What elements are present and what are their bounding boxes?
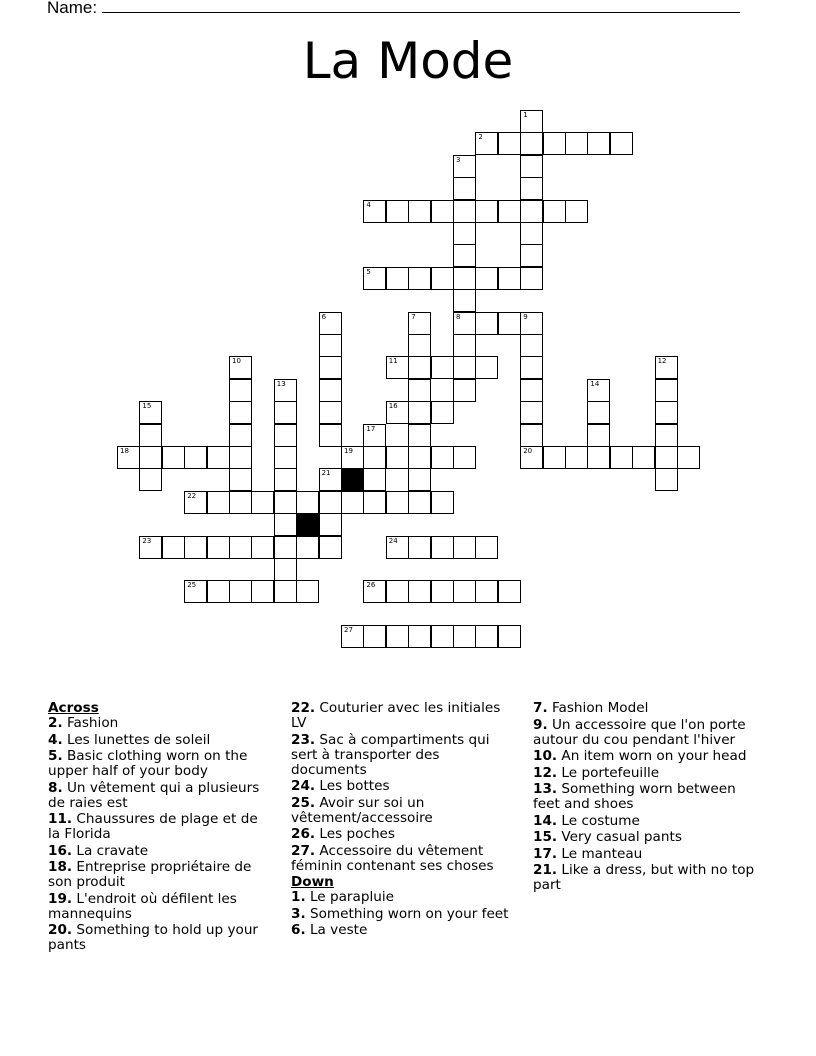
grid-cell[interactable] <box>296 536 319 559</box>
grid-cell[interactable] <box>408 312 431 335</box>
name-label: Name: <box>47 0 98 17</box>
clue-item <box>48 749 273 779</box>
grid-cell[interactable] <box>543 132 566 155</box>
clue-item <box>291 733 516 778</box>
grid-cell[interactable] <box>431 401 454 424</box>
grid-cell[interactable] <box>363 446 386 469</box>
grid-cell[interactable] <box>520 424 543 447</box>
clue-item <box>533 749 765 764</box>
grid-cell[interactable] <box>386 536 409 559</box>
grid-cell[interactable] <box>184 580 207 603</box>
clue-number: 23 <box>142 536 152 545</box>
grid-cell[interactable] <box>655 446 678 469</box>
clue-number: 6 <box>321 312 327 321</box>
clue-item <box>48 860 273 890</box>
grid-cell[interactable] <box>655 468 678 491</box>
grid-cell[interactable] <box>319 468 342 491</box>
clue-number: 1 <box>523 111 528 119</box>
grid-cell[interactable] <box>408 446 431 469</box>
grid-cell[interactable] <box>274 491 297 514</box>
grid-cell[interactable] <box>408 625 431 648</box>
clue-item <box>48 812 273 842</box>
grid-cell[interactable] <box>498 625 521 648</box>
grid-cell[interactable] <box>408 424 431 447</box>
clue-number-label: 1. <box>291 889 306 905</box>
grid-cell[interactable] <box>408 379 431 402</box>
grid-cell[interactable] <box>229 446 252 469</box>
clue-number: 5 <box>366 267 371 276</box>
grid-cell[interactable] <box>363 200 386 223</box>
grid-cell[interactable] <box>453 200 476 223</box>
clue-item <box>48 923 273 953</box>
grid-cell[interactable] <box>386 356 409 379</box>
grid-cell[interactable] <box>162 536 185 559</box>
grid-cell[interactable] <box>319 379 342 402</box>
grid-cell[interactable] <box>363 491 386 514</box>
grid-cell[interactable] <box>431 446 454 469</box>
grid-cell[interactable] <box>296 580 319 603</box>
clue-text: Les poches <box>319 826 396 842</box>
clue-number: 27 <box>344 626 353 635</box>
grid-cell[interactable] <box>319 334 342 357</box>
clue-number: 7 <box>411 312 416 321</box>
clue-number: 13 <box>276 379 286 388</box>
clue-number-label: 23. <box>291 731 316 748</box>
grid-cell[interactable] <box>498 200 521 223</box>
clues-column-3 <box>533 701 765 895</box>
clue-text: Les bottes <box>319 778 390 794</box>
clue-number-label: 7. <box>533 700 548 716</box>
clue-item <box>291 923 516 938</box>
grid-cell[interactable] <box>408 491 431 514</box>
grid-cell[interactable] <box>386 491 409 514</box>
clue-item <box>533 830 765 845</box>
grid-cell[interactable] <box>319 491 342 514</box>
grid-cell[interactable] <box>117 446 140 469</box>
grid-cell[interactable] <box>408 356 431 379</box>
grid-cell[interactable] <box>498 267 521 290</box>
grid-cell[interactable] <box>632 446 655 469</box>
grid-cell[interactable] <box>274 468 297 491</box>
grid-cell[interactable] <box>453 222 476 245</box>
grid-cell[interactable] <box>408 468 431 491</box>
grid-cell[interactable] <box>453 625 476 648</box>
clue-number: 11 <box>388 357 398 366</box>
clue-item <box>533 847 765 862</box>
grid-cell[interactable] <box>229 468 252 491</box>
grid-cell[interactable] <box>431 625 454 648</box>
grid-cell[interactable] <box>274 379 297 402</box>
grid-cell[interactable] <box>386 200 409 223</box>
grid-cell[interactable] <box>587 446 610 469</box>
clue-number-label: 8. <box>48 779 63 796</box>
clue-text: Couturier avec les initiales LV <box>291 700 501 731</box>
grid-cell[interactable] <box>207 446 230 469</box>
clue-number: 2 <box>478 133 483 142</box>
clue-number: 18 <box>120 447 129 455</box>
clue-item <box>291 701 516 731</box>
clue-number-label: 2. <box>48 715 63 731</box>
clue-item <box>291 890 516 905</box>
grid-cell[interactable] <box>453 312 476 335</box>
clue-item <box>533 863 765 893</box>
grid-cell[interactable] <box>229 580 252 603</box>
clue-item <box>291 844 516 874</box>
clue-number: 4 <box>366 200 371 209</box>
grid-cell[interactable] <box>341 625 364 648</box>
grid-cell[interactable] <box>319 536 342 559</box>
clue-number-label: 3. <box>291 905 306 922</box>
clue-text: Something to hold up your pants <box>48 922 259 953</box>
clue-number: 20 <box>523 447 533 455</box>
down-heading: Down <box>291 874 334 890</box>
clue-text: Like a dress, but with no top part <box>533 862 755 893</box>
clue-number-label: 19. <box>48 890 73 907</box>
grid-cell[interactable] <box>610 446 633 469</box>
grid-cell[interactable] <box>587 401 610 424</box>
grid-cell[interactable] <box>274 558 297 581</box>
grid-cell[interactable] <box>207 580 230 603</box>
clue-number: 25 <box>187 581 197 590</box>
clue-item <box>291 796 516 826</box>
grid-cell[interactable] <box>386 267 409 290</box>
clue-item <box>48 892 273 922</box>
grid-cell[interactable] <box>565 132 588 155</box>
clue-text: Accessoire du vêtement féminin contenant ses choses <box>291 842 494 874</box>
grid-cell[interactable] <box>408 334 431 357</box>
grid-cell[interactable] <box>587 379 610 402</box>
grid-cell[interactable] <box>251 580 274 603</box>
grid-cell[interactable] <box>184 491 207 514</box>
grid-cell[interactable] <box>251 536 274 559</box>
clue-item <box>48 733 273 748</box>
clue-number: 22 <box>187 491 197 500</box>
grid-cell[interactable] <box>453 446 476 469</box>
grid-cell[interactable] <box>453 536 476 559</box>
clue-number: 10 <box>232 357 241 366</box>
clue-number-label: 27. <box>291 842 316 859</box>
grid-cell[interactable] <box>520 446 543 469</box>
clue-number: 24 <box>388 536 398 545</box>
clue-item <box>48 844 273 859</box>
grid-cell[interactable] <box>274 401 297 424</box>
grid-cell[interactable] <box>520 356 543 379</box>
clue-item <box>533 766 765 781</box>
grid-cell[interactable] <box>475 132 498 155</box>
grid-cell[interactable] <box>386 580 409 603</box>
clue-item <box>291 779 516 794</box>
grid-cell[interactable] <box>543 446 566 469</box>
clue-item <box>48 716 273 731</box>
grid-cell[interactable] <box>498 580 521 603</box>
grid-cell[interactable] <box>520 312 543 335</box>
grid-cell[interactable] <box>386 446 409 469</box>
grid-cell[interactable] <box>229 401 252 424</box>
clue-text: L'endroit où défilent les mannequins <box>48 890 237 922</box>
grid-cell[interactable] <box>453 155 476 178</box>
clue-item <box>533 782 765 812</box>
clues-column-1 <box>48 701 273 955</box>
grid-cell[interactable] <box>520 200 543 223</box>
grid-cell[interactable] <box>453 334 476 357</box>
clue-text: Fashion Model <box>551 700 649 716</box>
grid-cell[interactable] <box>363 267 386 290</box>
clue-number: 12 <box>657 357 667 366</box>
clue-number: 15 <box>142 402 152 411</box>
grid-cell[interactable] <box>587 132 610 155</box>
grid-cell[interactable] <box>229 491 252 514</box>
clue-text: Something worn on your feet <box>309 905 509 922</box>
clue-text: Fashion <box>66 715 119 731</box>
grid-cell[interactable] <box>475 356 498 379</box>
grid-cell[interactable] <box>475 580 498 603</box>
across-heading: Across <box>48 700 99 716</box>
grid-cell[interactable] <box>229 356 252 379</box>
clue-number-label: 6. <box>291 922 306 938</box>
clue-number: 16 <box>388 402 398 411</box>
clue-number-label: 12. <box>533 764 558 781</box>
grid-cell[interactable] <box>386 625 409 648</box>
clue-number: 8 <box>456 312 461 321</box>
clue-number: 17 <box>366 424 376 433</box>
grid-cell[interactable] <box>229 536 252 559</box>
clue-text: Sac à compartiments qui sert à transporter des documents <box>291 731 490 778</box>
clue-item <box>48 781 273 811</box>
clue-item <box>533 814 765 829</box>
grid-cell[interactable] <box>408 401 431 424</box>
grid-cell[interactable] <box>139 446 162 469</box>
grid-cell[interactable] <box>475 312 498 335</box>
clue-text: Le manteau <box>561 845 643 862</box>
grid-cell[interactable] <box>274 580 297 603</box>
grid-cell[interactable] <box>139 424 162 447</box>
clue-number-label: 18. <box>48 859 73 875</box>
grid-cell[interactable] <box>520 401 543 424</box>
grid-cell[interactable] <box>319 312 342 335</box>
grid-cell[interactable] <box>453 580 476 603</box>
clue-number-label: 13. <box>533 781 558 797</box>
grid-cell[interactable] <box>431 491 454 514</box>
grid-cell[interactable] <box>655 424 678 447</box>
clue-number-label: 9. <box>533 716 548 733</box>
grid-cell[interactable] <box>139 536 162 559</box>
grid-cell[interactable] <box>498 312 521 335</box>
clue-text: Avoir sur soi un vêtement/accessoire <box>291 794 433 826</box>
clue-item <box>533 718 765 748</box>
grid-cell[interactable] <box>655 356 678 379</box>
clue-number-label: 11. <box>48 811 73 827</box>
grid-cell[interactable] <box>475 625 498 648</box>
clue-item <box>533 701 765 716</box>
clue-text: Entreprise propriétaire de son produit <box>48 859 252 890</box>
page-title: La Mode <box>302 32 514 90</box>
clue-number: 26 <box>366 581 376 590</box>
clue-number-label: 10. <box>533 748 558 764</box>
clue-number: 3 <box>456 155 461 164</box>
grid-cell[interactable] <box>453 379 476 402</box>
grid-cell[interactable] <box>655 379 678 402</box>
grid-cell[interactable] <box>431 580 454 603</box>
grid-cell[interactable] <box>363 580 386 603</box>
grid-cell[interactable] <box>408 536 431 559</box>
grid-cell[interactable] <box>431 267 454 290</box>
clue-text: Le parapluie <box>309 889 395 905</box>
grid-cell[interactable] <box>431 200 454 223</box>
clue-number-label: 22. <box>291 700 316 716</box>
grid-cell[interactable] <box>184 446 207 469</box>
grid-cell[interactable] <box>319 401 342 424</box>
grid-cell[interactable] <box>475 267 498 290</box>
grid-cell[interactable] <box>520 334 543 357</box>
grid-cell[interactable] <box>498 132 521 155</box>
grid-cell[interactable] <box>363 468 386 491</box>
grid-cell[interactable] <box>207 491 230 514</box>
clue-text: Le portefeuille <box>561 764 660 781</box>
grid-cell[interactable] <box>475 200 498 223</box>
grid-cell[interactable] <box>520 267 543 290</box>
grid-cell[interactable] <box>431 536 454 559</box>
grid-cell[interactable] <box>453 356 476 379</box>
clue-number-label: 24. <box>291 778 316 794</box>
clue-text: La veste <box>309 922 368 938</box>
clue-text: Basic clothing worn on the upper half of your body <box>48 748 248 779</box>
grid-cell[interactable] <box>274 424 297 447</box>
clue-number-label: 21. <box>533 862 558 878</box>
grid-cell[interactable] <box>274 536 297 559</box>
grid-cell[interactable] <box>229 379 252 402</box>
clue-text: Very casual pants <box>561 829 682 845</box>
clue-number: 21 <box>321 469 331 478</box>
grid-cell[interactable] <box>543 200 566 223</box>
grid-cell[interactable] <box>184 536 207 559</box>
clue-number-label: 17. <box>533 845 558 862</box>
grid-cell[interactable] <box>520 177 543 200</box>
grid-cell[interactable] <box>341 491 364 514</box>
grid-cell[interactable] <box>229 424 252 447</box>
grid-cell[interactable] <box>386 401 409 424</box>
grid-cell[interactable] <box>162 446 185 469</box>
clue-text: Un accessoire que l'on porte autour du cou pendant l'hiver <box>533 716 746 748</box>
clue-number-label: 4. <box>48 731 63 748</box>
black-square <box>341 468 364 491</box>
clue-number-label: 25. <box>291 794 316 811</box>
grid-cell[interactable] <box>587 424 610 447</box>
black-square <box>296 513 319 536</box>
grid-cell[interactable] <box>453 177 476 200</box>
grid-cell[interactable] <box>408 267 431 290</box>
grid-cell[interactable] <box>520 244 543 267</box>
grid-cell[interactable] <box>319 356 342 379</box>
clue-text: Les lunettes de soleil <box>66 731 211 748</box>
clue-number-label: 14. <box>533 812 558 829</box>
grid-cell[interactable] <box>207 536 230 559</box>
grid-cell[interactable] <box>453 289 476 312</box>
clue-text: La cravate <box>76 842 149 859</box>
grid-cell[interactable] <box>520 222 543 245</box>
grid-cell[interactable] <box>408 580 431 603</box>
grid-cell[interactable] <box>139 401 162 424</box>
grid-cell[interactable] <box>453 267 476 290</box>
grid-cell[interactable] <box>453 244 476 267</box>
grid-cell[interactable] <box>520 132 543 155</box>
clue-number: 9 <box>523 312 528 321</box>
clue-item <box>291 907 516 922</box>
grid-cell[interactable] <box>319 424 342 447</box>
grid-cell[interactable] <box>251 491 274 514</box>
clue-number-label: 16. <box>48 842 73 859</box>
clue-number: 14 <box>590 379 600 388</box>
clues-column-2 <box>291 701 516 940</box>
grid-cell[interactable] <box>610 132 633 155</box>
grid-cell[interactable] <box>565 446 588 469</box>
grid-cell[interactable] <box>363 625 386 648</box>
grid-cell[interactable] <box>274 446 297 469</box>
grid-cell[interactable] <box>520 155 543 178</box>
clue-text: Le costume <box>561 812 640 829</box>
grid-cell[interactable] <box>475 536 498 559</box>
clue-number-label: 20. <box>48 922 73 938</box>
grid-cell[interactable] <box>408 200 431 223</box>
grid-cell[interactable] <box>139 468 162 491</box>
grid-cell[interactable] <box>520 110 543 133</box>
clue-text: Something worn between feet and shoes <box>533 781 736 812</box>
clue-number: 19 <box>344 447 353 455</box>
clue-number-label: 26. <box>291 826 316 842</box>
clue-number-label: 5. <box>48 748 63 764</box>
grid-cell[interactable] <box>274 513 297 536</box>
grid-cell[interactable] <box>431 356 454 379</box>
grid-cell[interactable] <box>296 491 319 514</box>
grid-cell[interactable] <box>341 446 364 469</box>
clue-number-label: 15. <box>533 829 558 845</box>
grid-cell[interactable] <box>565 200 588 223</box>
grid-cell[interactable] <box>677 446 700 469</box>
grid-cell[interactable] <box>363 424 386 447</box>
grid-cell[interactable] <box>319 513 342 536</box>
clue-text: Chaussures de plage et de la Florida <box>48 811 258 842</box>
grid-cell[interactable] <box>655 401 678 424</box>
clue-text: Un vêtement qui a plusieurs de raies est <box>48 779 260 811</box>
clue-item <box>291 827 516 842</box>
grid-cell[interactable] <box>520 379 543 402</box>
clue-text: An item worn on your head <box>561 748 747 764</box>
